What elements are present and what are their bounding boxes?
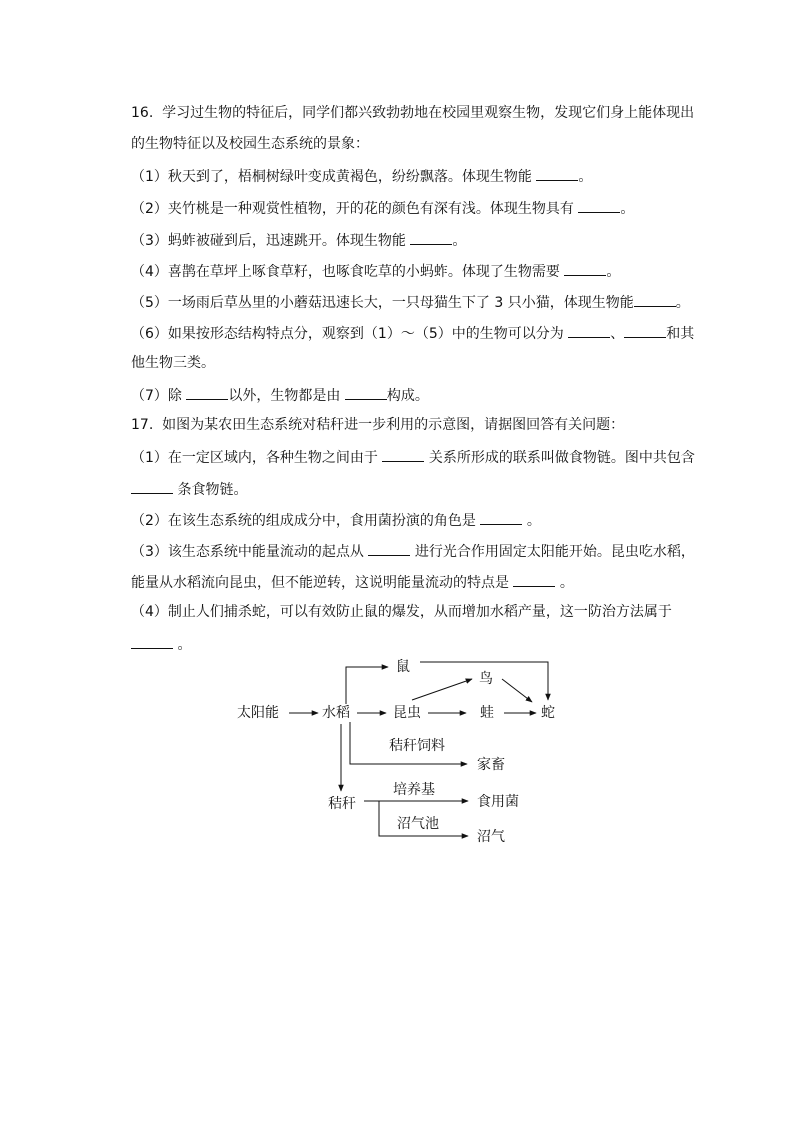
q17-part4-cont: 。 xyxy=(131,633,191,655)
arrow-rice-rat xyxy=(346,667,388,704)
q16-part1: （1）秋天到了，梧桐树绿叶变成黄褐色，纷纷飘落。体现生物能 。 xyxy=(131,165,592,187)
node-biogas: 沼气 xyxy=(477,829,505,845)
q16-part4: （4）喜鹊在草坪上啄食草籽，也啄食吃草的小蚂蚱。体现了生物需要 。 xyxy=(131,260,620,282)
q16-part7: （7）除 以外，生物都是由 构成。 xyxy=(131,384,429,406)
node-livestock: 家畜 xyxy=(477,757,505,773)
q17-part3: （3）该生态系统中能量流动的起点从 进行光合作用固定太阳能开始。昆虫吃水稻， xyxy=(131,540,695,562)
node-bird: 鸟 xyxy=(479,671,493,687)
q16-stem-text: 学习过生物的特征后，同学们都兴致勃勃地在校园里观察生物，发现它们身上能体现出 xyxy=(162,105,695,121)
q17-stem: 17. 如图为某农田生态系统对秸秆进一步利用的示意图，请据图回答有关问题： xyxy=(131,417,625,433)
edge-label-medium: 培养基 xyxy=(393,782,435,798)
q16-part5: （5）一场雨后草丛里的小蘑菇迅速长大，一只母猫生下了 3 只小猫，体现生物能 。 xyxy=(131,291,690,313)
q16-number: 16. xyxy=(131,105,154,121)
node-snake: 蛇 xyxy=(541,705,555,721)
arrow-bird-snake xyxy=(502,679,532,702)
q17-part1-cont: 条食物链。 xyxy=(131,478,247,500)
q17-part2: （2）在该生态系统的组成成分中，食用菌扮演的角色是 。 xyxy=(131,509,541,531)
q16-part2: （2）夹竹桃是一种观赏性植物，开的花的颜色有深有浅。体现生物具有 。 xyxy=(131,197,634,219)
q16-part3: （3）蚂蚱被碰到后，迅速跳开。体现生物能 。 xyxy=(131,229,466,251)
q17-part1: （1）在一定区域内，各种生物之间由于 关系所形成的联系叫做食物链。图中共包含 xyxy=(131,446,695,468)
q17-part3-cont: 能量从水稻流向昆虫，但不能逆转，这说明能量流动的特点是 。 xyxy=(131,571,574,593)
edge-label-feed: 秸秆饲料 xyxy=(389,738,445,754)
edge-label-digester: 沼气池 xyxy=(397,816,439,832)
node-frog: 蛙 xyxy=(480,705,494,721)
node-insect: 昆虫 xyxy=(393,705,421,721)
node-sun: 太阳能 xyxy=(237,705,279,721)
q17-number: 17. xyxy=(131,417,154,433)
q16-stem-line2: 的生物特征以及校园生态系统的景象： xyxy=(131,136,369,152)
q16-part6-cont: 他生物三类。 xyxy=(131,355,215,371)
node-straw: 秸秆 xyxy=(328,796,356,812)
arrow-insect-bird xyxy=(412,679,472,700)
node-fungus: 食用菌 xyxy=(477,794,519,810)
node-rice: 水稻 xyxy=(322,705,350,721)
q17-part4: （4）制止人们捕杀蛇，可以有效防止鼠的爆发，从而增加水稻产量，这一防治方法属于 xyxy=(131,604,672,620)
node-rat: 鼠 xyxy=(396,659,410,675)
q16-part6: （6）如果按形态结构特点分，观察到（1）～（5）中的生物可以分为 、 和其 xyxy=(131,322,694,344)
